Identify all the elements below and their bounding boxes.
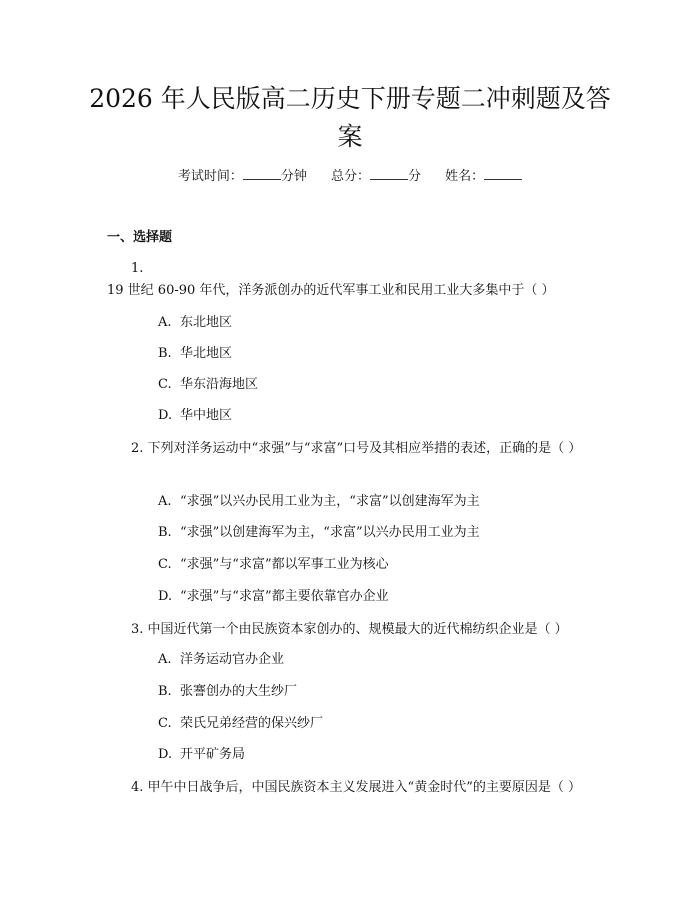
option-label: C.: [158, 377, 172, 392]
option-text: 东北地区: [180, 315, 233, 330]
question-text: 19 世纪 60-90 年代，洋务派创办的近代军事工业和民用工业大多集中于（ ）: [107, 283, 555, 298]
name-blank: [484, 167, 522, 180]
option-text: 张謇创办的大生纱厂: [180, 684, 298, 699]
section-heading: 一、选择题: [107, 230, 173, 245]
question-number: 2.: [131, 441, 144, 456]
question-text: 中国近代第一个由民族资本家创办的、规模最大的近代棉纺织企业是（ ）: [147, 622, 568, 637]
option-1b: [158, 344, 232, 364]
time-blank: [243, 167, 281, 180]
option-label: D.: [158, 747, 173, 762]
option-text: 开平矿务局: [180, 747, 246, 762]
option-3b: [158, 682, 297, 702]
option-label: D.: [158, 589, 173, 604]
question-number: 1.: [131, 261, 144, 276]
exam-time: [178, 167, 307, 187]
option-label: A.: [158, 652, 172, 667]
option-label: B.: [158, 684, 172, 699]
score-unit: 分: [408, 169, 422, 184]
option-text: 华东沿海地区: [180, 377, 259, 392]
option-label: A.: [158, 494, 172, 509]
option-2c: [158, 555, 389, 575]
question-4: [107, 777, 595, 799]
time-label: 考试时间：: [177, 169, 243, 184]
option-1a: [158, 313, 232, 333]
option-2a: [158, 492, 480, 512]
option-3c: [158, 714, 323, 734]
option-1d: [158, 406, 232, 426]
question-1: [107, 258, 595, 302]
option-text: “求强”与“求富”都主要依靠官办企业: [180, 589, 389, 604]
question-number: 3.: [131, 622, 144, 637]
option-3d: [158, 745, 245, 765]
option-3a: [158, 650, 284, 670]
exam-name: [445, 167, 522, 187]
option-text: “求强”以创建海军为主，“求富”以兴办民用工业为主: [180, 525, 480, 540]
option-text: 荣氏兄弟经营的保兴纱厂: [180, 716, 324, 731]
exam-title: 2026 年人民版高二历史下册专题二冲刺题及答案: [89, 84, 611, 151]
option-label: D.: [158, 408, 173, 423]
exam-meta: [0, 167, 700, 187]
question-3: [107, 619, 595, 641]
option-label: C.: [158, 716, 172, 731]
name-label: 姓名：: [445, 169, 485, 184]
exam-score: [331, 167, 421, 187]
question-2: [107, 438, 595, 460]
option-label: A.: [158, 315, 172, 330]
option-label: B.: [158, 346, 172, 361]
option-1c: [158, 375, 258, 395]
option-text: 洋务运动官办企业: [180, 652, 285, 667]
question-text: 下列对洋务运动中“求强”与“求富”口号及其相应举措的表述，正确的是（ ）: [147, 441, 582, 456]
score-blank: [370, 167, 408, 180]
option-text: 华中地区: [180, 408, 233, 423]
question-number: 4.: [131, 780, 144, 795]
option-text: “求强”与“求富”都以军事工业为核心: [180, 557, 389, 572]
option-label: B.: [158, 525, 172, 540]
time-unit: 分钟: [280, 169, 307, 184]
option-2b: [158, 523, 480, 543]
option-text: 华北地区: [180, 346, 233, 361]
option-2d: [158, 587, 389, 607]
question-text: 甲午中日战争后，中国民族资本主义发展进入“黄金时代”的主要原因是（ ）: [147, 780, 581, 795]
option-text: “求强”以兴办民用工业为主，“求富”以创建海军为主: [180, 494, 480, 509]
option-label: C.: [158, 557, 172, 572]
score-label: 总分：: [330, 169, 370, 184]
